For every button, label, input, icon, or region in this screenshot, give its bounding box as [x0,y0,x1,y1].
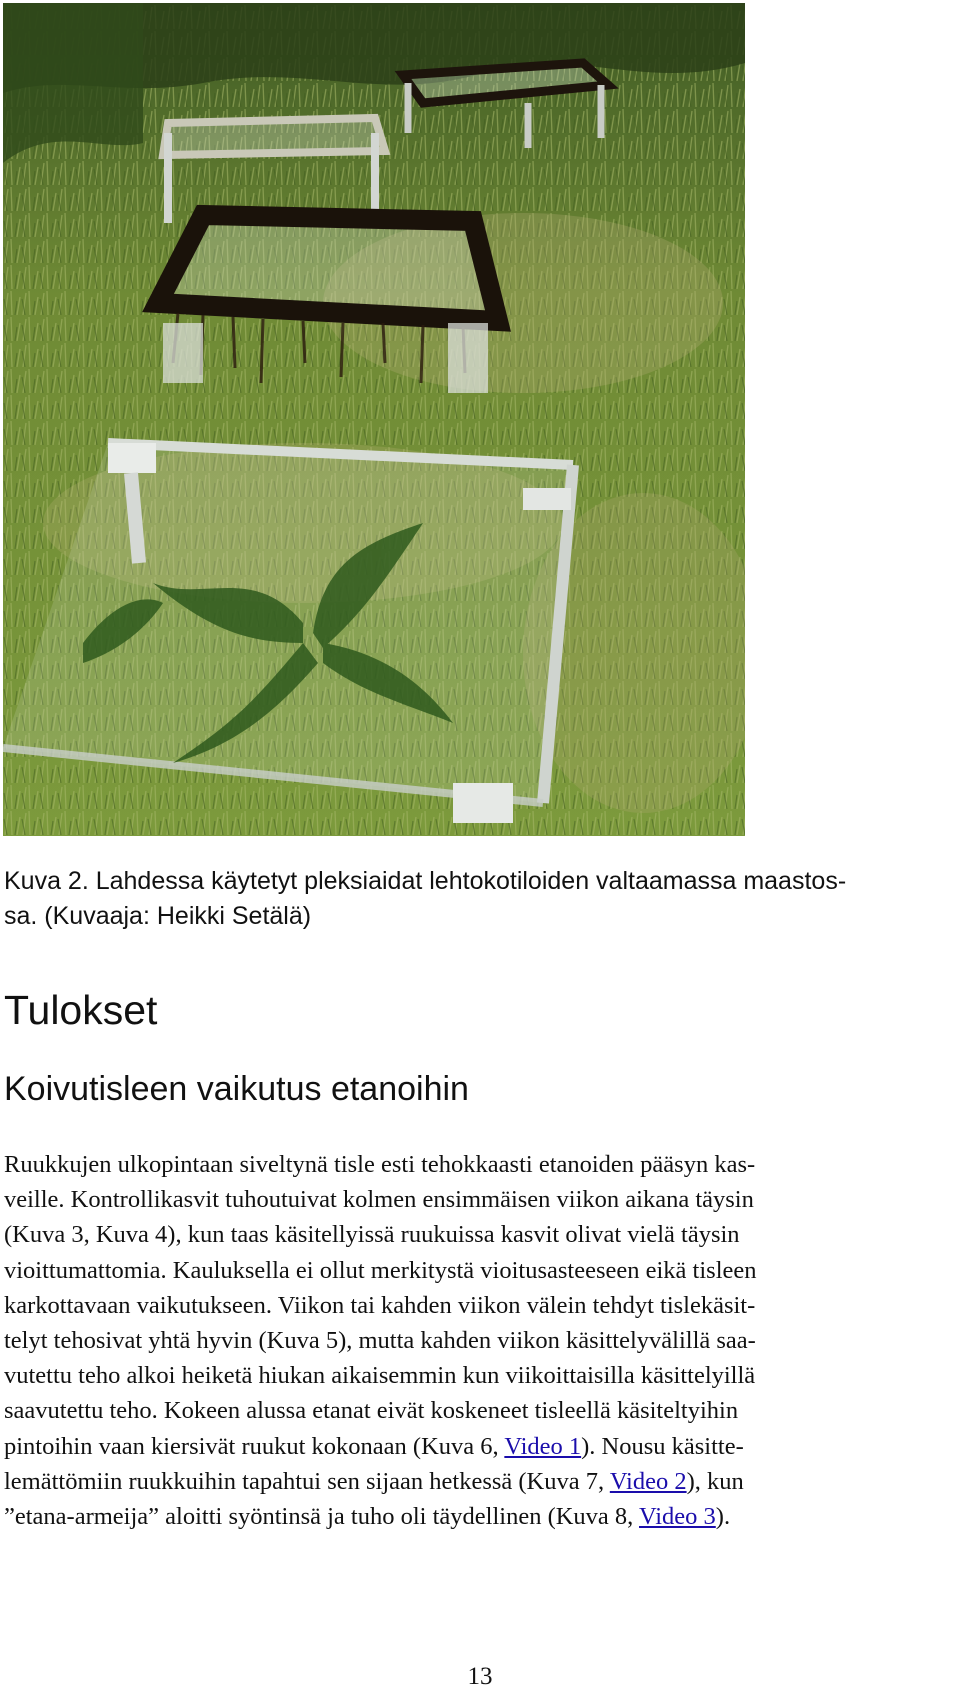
paragraph-line: saavutettu teho. Kokeen alussa etanat eivät koskeneet tisleellä käsiteltyihin [4,1397,739,1425]
caption-line-2: sa. (Kuvaaja: Heikki Setälä) [4,902,312,930]
results-paragraph [4,1147,954,1534]
caption-line-1: Kuva 2. Lahdessa käytetyt pleksiaidat lehtokotiloiden valtaamassa maastos- [4,867,847,895]
paragraph-line: karkottavaan vaikutukseen. Viikon tai kahden viikon välein tehdyt tislekäsit- [4,1291,756,1319]
text-segment: ”etana-armeija” aloitti syöntinsä ja tuho oli täydellinen (Kuva 8, [4,1503,639,1531]
page-number: 13 [467,1663,493,1690]
photo-illustration [3,3,745,836]
text-segment: pintoihin vaan kiersivät ruukut kokonaan (Kuva 6, [4,1432,505,1460]
field-photo-plexiglass-fences [3,3,745,836]
paragraph-line: (Kuva 3, Kuva 4), kun taas käsitellyissä ruukuissa kasvit olivat vielä täysin [4,1221,740,1249]
text-segment: ), kun [686,1467,744,1495]
paragraph-line: telyt tehosivat yhtä hyvin (Kuva 5), mutta kahden viikon käsittelyvälillä saa- [4,1327,756,1355]
figure-caption [4,864,954,934]
section-heading: Tulokset [4,987,158,1033]
video-2-link[interactable]: Video 2 [609,1467,687,1495]
paragraph-line [4,1429,954,1464]
subsection-heading: Koivutisleen vaikutus etanoihin [4,1070,469,1108]
video-3-link[interactable]: Video 3 [639,1503,716,1531]
paragraph-line: veille. Kontrollikasvit tuhoutuivat kolmen ensimmäisen viikon aikana täysin [4,1186,754,1214]
text-segment: lemättömiin ruukkuihin tapahtui sen sijaan hetkessä (Kuva 7, [4,1467,610,1495]
paragraph-line [4,1499,954,1534]
text-segment: ). Nousu käsitte- [581,1432,744,1460]
paragraph-line: Ruukkujen ulkopintaan siveltynä tisle esti tehokkaasti etanoiden pääsyn kas- [4,1151,756,1178]
video-1-link[interactable]: Video 1 [504,1432,582,1460]
paragraph-line: vutettu teho alkoi heiketä hiukan aikaisemmin kun viikoittaisilla käsittelyillä [4,1362,756,1390]
text-segment: ). [715,1503,731,1531]
paragraph-line: vioittumattomia. Kauluksella ei ollut merkitystä vioitusasteeseen eikä tisleen [4,1256,757,1284]
paragraph-line [4,1464,954,1499]
